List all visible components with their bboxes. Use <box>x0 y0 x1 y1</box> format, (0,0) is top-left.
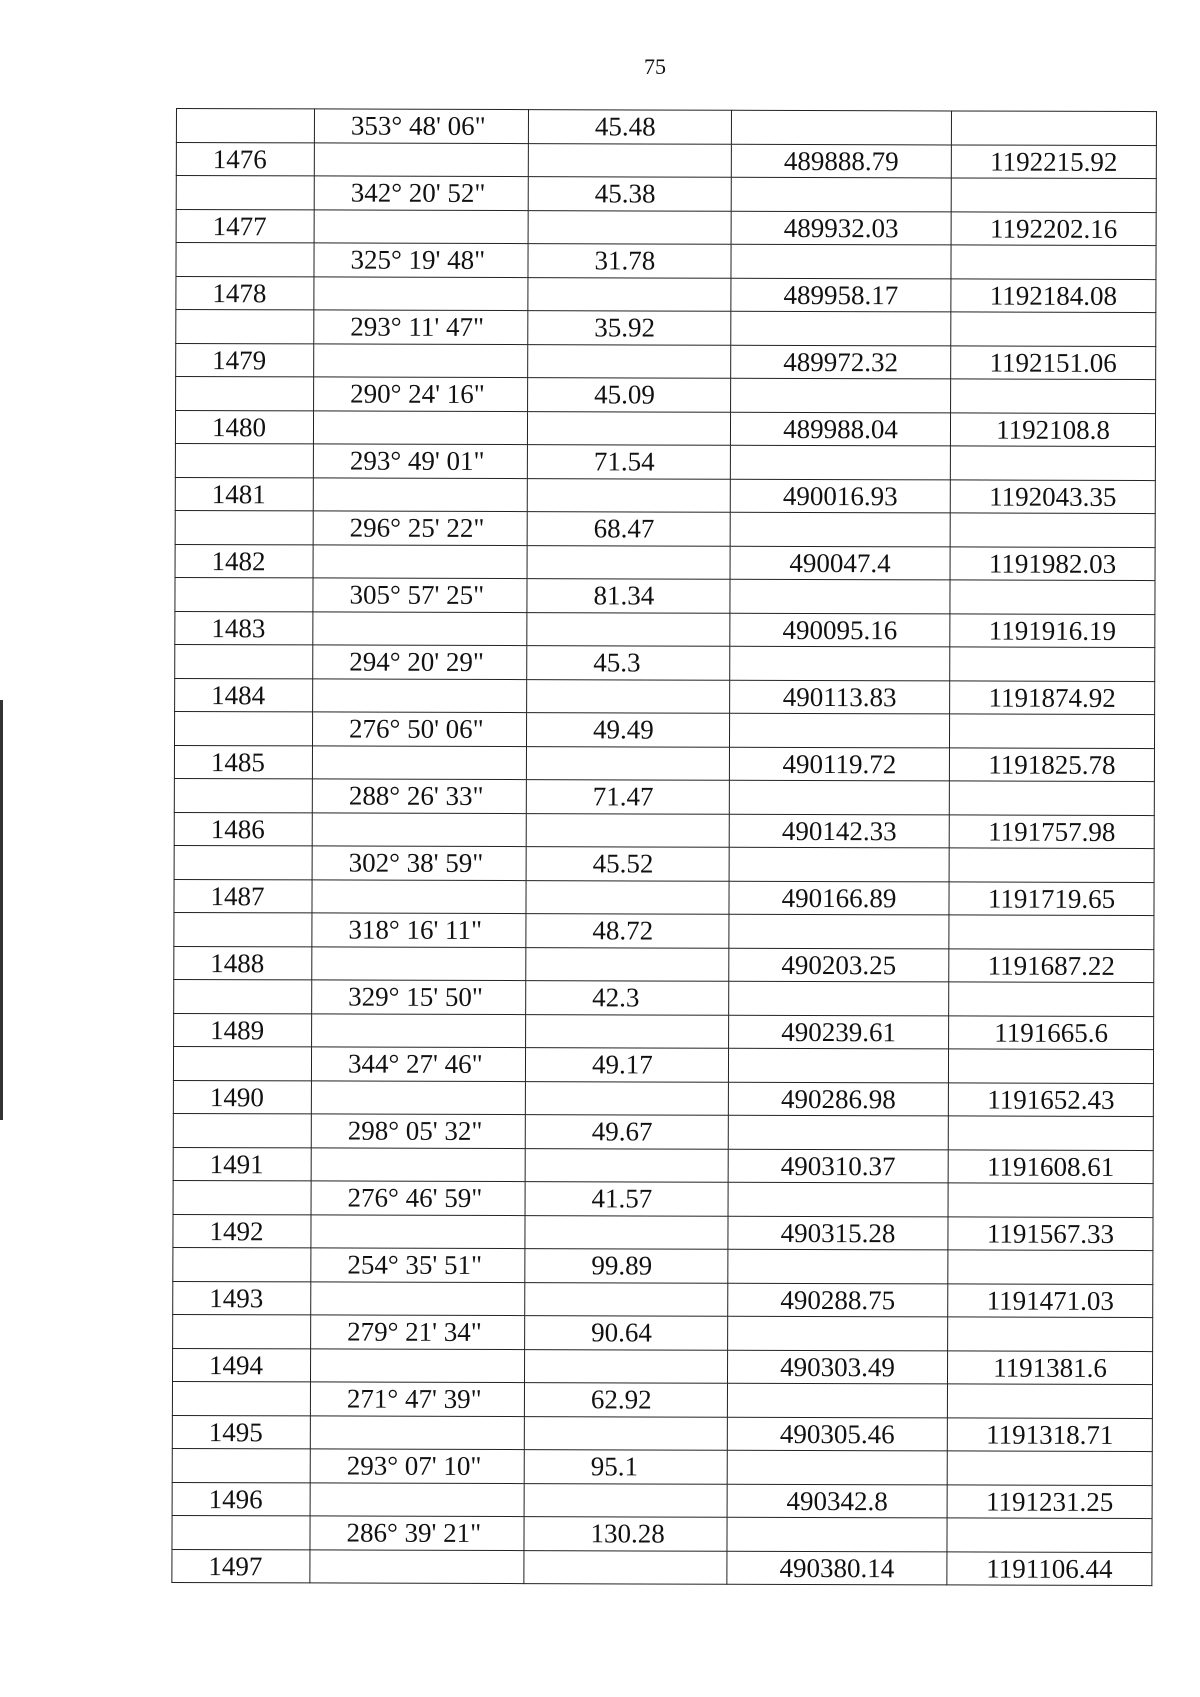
course-row <box>173 1046 1153 1083</box>
station-cell <box>173 1247 311 1281</box>
station-cell: 1487 <box>174 879 312 913</box>
bearing-cell <box>313 477 527 511</box>
easting-cell <box>949 714 1154 748</box>
northing-cell <box>727 1517 947 1551</box>
station-cell <box>176 109 314 143</box>
easting-cell <box>950 580 1155 614</box>
northing-cell: 490119.72 <box>729 747 949 781</box>
easting-cell: 1191982.03 <box>950 546 1155 580</box>
northing-cell <box>730 646 950 680</box>
station-cell <box>173 1180 311 1214</box>
bearing-cell: 342° 20' 52" <box>314 176 528 210</box>
station-cell <box>176 377 314 411</box>
easting-cell: 1191471.03 <box>948 1283 1153 1317</box>
station-cell: 1486 <box>174 812 312 846</box>
bearing-cell: 298° 05' 32" <box>311 1114 525 1148</box>
easting-cell: 1191318.71 <box>947 1417 1152 1451</box>
northing-cell: 490239.61 <box>729 1015 949 1049</box>
distance-cell <box>526 746 729 780</box>
northing-cell: 490113.83 <box>730 680 950 714</box>
easting-cell: 1192043.35 <box>950 479 1155 513</box>
bearing-cell: 302° 38' 59" <box>312 846 526 880</box>
northing-cell: 489932.03 <box>731 211 951 245</box>
easting-cell: 1191652.43 <box>948 1082 1153 1116</box>
easting-cell <box>950 647 1155 681</box>
bearing-cell <box>310 1549 524 1583</box>
station-row <box>173 1080 1153 1117</box>
distance-cell <box>524 1349 727 1383</box>
table-body <box>172 109 1157 1586</box>
easting-cell: 1191608.61 <box>948 1149 1153 1183</box>
northing-cell: 490315.28 <box>728 1216 948 1250</box>
distance-cell <box>525 1148 728 1182</box>
station-cell <box>174 912 312 946</box>
bearing-cell: 254° 35' 51" <box>311 1248 525 1282</box>
station-row <box>174 812 1154 849</box>
bearing-cell: 271° 47' 39" <box>310 1382 524 1416</box>
bearing-cell <box>310 1415 524 1449</box>
course-row <box>176 109 1156 146</box>
easting-cell: 1192108.8 <box>950 412 1155 446</box>
bearing-cell: 288° 26' 33" <box>312 779 526 813</box>
easting-cell <box>948 1116 1153 1150</box>
easting-cell <box>948 1183 1153 1217</box>
distance-cell <box>528 344 731 378</box>
bearing-cell <box>312 879 526 913</box>
bearing-cell: 293° 11' 47" <box>314 310 528 344</box>
northing-cell <box>731 311 951 345</box>
survey-traverse-table <box>171 108 1157 1586</box>
northing-cell: 490203.25 <box>729 948 949 982</box>
distance-cell <box>525 1215 728 1249</box>
northing-cell <box>730 445 950 479</box>
northing-cell: 490142.33 <box>729 814 949 848</box>
station-cell <box>172 1515 310 1549</box>
easting-cell: 1191567.33 <box>948 1216 1153 1250</box>
station-row <box>173 1147 1153 1184</box>
station-cell: 1479 <box>176 343 314 377</box>
distance-cell <box>527 679 730 713</box>
course-row <box>176 377 1156 414</box>
northing-cell: 490303.49 <box>727 1350 947 1384</box>
bearing-cell <box>312 1013 526 1047</box>
course-row <box>173 1180 1153 1217</box>
northing-cell <box>728 1249 948 1283</box>
bearing-cell: 305° 57' 25" <box>313 578 527 612</box>
distance-cell: 71.47 <box>526 780 729 814</box>
bearing-cell <box>314 343 528 377</box>
station-row <box>176 343 1156 380</box>
bearing-cell <box>311 1080 525 1114</box>
bearing-cell <box>312 946 526 980</box>
easting-cell <box>951 379 1156 413</box>
northing-cell <box>730 512 950 546</box>
distance-cell <box>525 1282 728 1316</box>
easting-cell: 1191916.19 <box>950 613 1155 647</box>
station-cell: 1496 <box>172 1482 310 1516</box>
distance-cell: 62.92 <box>524 1383 727 1417</box>
easting-cell: 1191231.25 <box>947 1484 1152 1518</box>
distance-cell: 45.38 <box>528 177 731 211</box>
course-row <box>174 845 1154 882</box>
distance-cell: 45.09 <box>528 378 731 412</box>
course-row <box>172 1448 1152 1485</box>
easting-cell <box>947 1384 1152 1418</box>
station-row <box>174 1013 1154 1050</box>
distance-cell: 35.92 <box>528 311 731 345</box>
station-cell <box>175 644 313 678</box>
station-row <box>173 1214 1153 1251</box>
distance-cell: 95.1 <box>524 1450 727 1484</box>
course-row <box>176 310 1156 347</box>
distance-cell <box>527 612 730 646</box>
station-cell <box>172 1448 310 1482</box>
easting-cell: 1191719.65 <box>949 881 1154 915</box>
easting-cell <box>951 312 1156 346</box>
distance-cell <box>527 545 730 579</box>
easting-cell <box>950 446 1155 480</box>
bearing-cell <box>314 209 528 243</box>
station-cell <box>174 711 312 745</box>
distance-cell <box>527 478 730 512</box>
northing-cell <box>729 914 949 948</box>
northing-cell <box>731 378 951 412</box>
northing-cell <box>728 1048 948 1082</box>
northing-cell <box>731 177 951 211</box>
bearing-cell <box>314 142 528 176</box>
easting-cell <box>947 1518 1152 1552</box>
distance-cell: 48.72 <box>526 914 729 948</box>
station-row <box>174 946 1154 983</box>
station-cell <box>173 1046 311 1080</box>
station-cell <box>173 1113 311 1147</box>
bearing-cell: 290° 24' 16" <box>314 377 528 411</box>
bearing-cell <box>311 1147 525 1181</box>
northing-cell <box>730 579 950 613</box>
station-row <box>176 209 1156 246</box>
station-cell <box>173 1314 311 1348</box>
station-cell: 1485 <box>174 745 312 779</box>
northing-cell: 489988.04 <box>730 412 950 446</box>
station-cell: 1490 <box>173 1080 311 1114</box>
northing-cell <box>727 1383 947 1417</box>
bearing-cell: 344° 27' 46" <box>311 1047 525 1081</box>
station-cell: 1478 <box>176 276 314 310</box>
course-row <box>175 443 1155 480</box>
station-row <box>174 879 1154 916</box>
easting-cell <box>948 1317 1153 1351</box>
station-row <box>174 745 1154 782</box>
course-row <box>173 1113 1153 1150</box>
station-cell <box>175 443 313 477</box>
bearing-cell: 294° 20' 29" <box>313 645 527 679</box>
station-cell: 1497 <box>172 1549 310 1583</box>
station-cell: 1484 <box>175 678 313 712</box>
bearing-cell: 329° 15' 50" <box>312 980 526 1014</box>
northing-cell <box>729 780 949 814</box>
easting-cell <box>951 178 1156 212</box>
bearing-cell <box>312 812 526 846</box>
distance-cell: 130.28 <box>524 1517 727 1551</box>
station-cell: 1493 <box>173 1281 311 1315</box>
station-row <box>176 276 1156 313</box>
station-row <box>172 1348 1152 1385</box>
station-row <box>175 477 1155 514</box>
easting-cell: 1192202.16 <box>951 211 1156 245</box>
course-row <box>175 577 1155 614</box>
bearing-cell: 296° 25' 22" <box>313 511 527 545</box>
northing-cell: 490047.4 <box>730 546 950 580</box>
distance-cell <box>526 880 729 914</box>
northing-cell <box>729 713 949 747</box>
easting-cell: 1192215.92 <box>951 144 1156 178</box>
station-cell <box>172 1381 310 1415</box>
distance-cell: 41.57 <box>525 1182 728 1216</box>
northing-cell <box>729 847 949 881</box>
distance-cell <box>526 813 729 847</box>
bearing-cell <box>313 611 527 645</box>
course-row <box>176 176 1156 213</box>
easting-cell <box>949 848 1154 882</box>
easting-cell: 1191874.92 <box>950 680 1155 714</box>
northing-cell <box>728 1316 948 1350</box>
distance-cell: 45.52 <box>526 847 729 881</box>
distance-cell: 49.49 <box>526 713 729 747</box>
page-number: 75 <box>644 54 666 79</box>
northing-cell: 490342.8 <box>727 1484 947 1518</box>
bearing-cell <box>313 410 527 444</box>
station-cell <box>174 845 312 879</box>
bearing-cell <box>312 745 526 779</box>
station-cell: 1492 <box>173 1214 311 1248</box>
station-row <box>176 142 1156 179</box>
station-cell <box>176 176 314 210</box>
easting-cell: 1191687.22 <box>949 948 1154 982</box>
easting-cell <box>951 245 1156 279</box>
easting-cell: 1191106.44 <box>947 1551 1152 1585</box>
easting-cell: 1192184.08 <box>951 278 1156 312</box>
station-cell: 1482 <box>175 544 313 578</box>
station-cell <box>174 778 312 812</box>
station-row <box>175 410 1155 447</box>
bearing-cell: 276° 46' 59" <box>311 1181 525 1215</box>
station-cell: 1476 <box>176 142 314 176</box>
easting-cell: 1191381.6 <box>947 1350 1152 1384</box>
bearing-cell <box>313 544 527 578</box>
northing-cell <box>727 1450 947 1484</box>
bearing-cell: 318° 16' 11" <box>312 913 526 947</box>
distance-cell: 81.34 <box>527 579 730 613</box>
course-row <box>176 243 1156 280</box>
bearing-cell: 293° 49' 01" <box>313 444 527 478</box>
northing-cell: 490380.14 <box>727 1551 947 1585</box>
bearing-cell: 293° 07' 10" <box>310 1449 524 1483</box>
course-row <box>172 1515 1152 1552</box>
course-row <box>175 510 1155 547</box>
easting-cell <box>950 513 1155 547</box>
station-cell: 1477 <box>176 209 314 243</box>
bearing-cell <box>310 1482 524 1516</box>
station-row <box>172 1482 1152 1519</box>
northing-cell <box>728 1115 948 1149</box>
northing-cell: 490016.93 <box>730 479 950 513</box>
station-row <box>172 1549 1152 1586</box>
distance-cell: 68.47 <box>527 512 730 546</box>
distance-cell <box>528 210 731 244</box>
easting-cell <box>949 781 1154 815</box>
easting-cell: 1192151.06 <box>951 345 1156 379</box>
bearing-cell <box>310 1348 524 1382</box>
distance-cell: 71.54 <box>527 445 730 479</box>
station-cell: 1491 <box>173 1147 311 1181</box>
course-row <box>175 644 1155 681</box>
course-row <box>174 778 1154 815</box>
northing-cell <box>731 110 951 144</box>
distance-cell <box>525 1081 728 1115</box>
course-row <box>174 711 1154 748</box>
station-row <box>172 1415 1152 1452</box>
station-cell: 1489 <box>174 1013 312 1047</box>
bearing-cell: 279° 21' 34" <box>311 1315 525 1349</box>
station-row <box>175 678 1155 715</box>
easting-cell <box>951 111 1156 145</box>
distance-cell <box>528 143 731 177</box>
northing-cell: 489972.32 <box>731 345 951 379</box>
station-cell: 1495 <box>172 1415 310 1449</box>
easting-cell: 1191757.98 <box>949 814 1154 848</box>
easting-cell <box>949 915 1154 949</box>
easting-cell <box>947 1451 1152 1485</box>
station-cell: 1494 <box>172 1348 310 1382</box>
distance-cell <box>528 277 731 311</box>
northing-cell: 490310.37 <box>728 1149 948 1183</box>
easting-cell: 1191825.78 <box>949 747 1154 781</box>
northing-cell <box>728 1182 948 1216</box>
bearing-cell <box>311 1214 525 1248</box>
northing-cell: 490288.75 <box>728 1283 948 1317</box>
northing-cell: 489888.79 <box>731 144 951 178</box>
bearing-cell <box>313 678 527 712</box>
easting-cell <box>948 1250 1153 1284</box>
bearing-cell: 286° 39' 21" <box>310 1516 524 1550</box>
station-cell: 1480 <box>175 410 313 444</box>
distance-cell <box>524 1483 727 1517</box>
station-cell: 1488 <box>174 946 312 980</box>
distance-cell: 49.67 <box>525 1115 728 1149</box>
station-row <box>175 544 1155 581</box>
distance-cell <box>526 1014 729 1048</box>
course-row <box>173 1314 1153 1351</box>
station-cell <box>175 577 313 611</box>
distance-cell: 45.48 <box>528 110 731 144</box>
course-row <box>174 979 1154 1016</box>
bearing-cell: 353° 48' 06" <box>314 109 528 143</box>
station-cell: 1483 <box>175 611 313 645</box>
station-row <box>173 1281 1153 1318</box>
distance-cell <box>526 947 729 981</box>
course-row <box>172 1381 1152 1418</box>
station-cell <box>174 979 312 1013</box>
station-cell: 1481 <box>175 477 313 511</box>
distance-cell: 90.64 <box>525 1316 728 1350</box>
easting-cell <box>949 982 1154 1016</box>
bearing-cell <box>314 276 528 310</box>
easting-cell: 1191665.6 <box>949 1015 1154 1049</box>
distance-cell: 99.89 <box>525 1249 728 1283</box>
bearing-cell <box>311 1281 525 1315</box>
northing-cell: 490095.16 <box>730 613 950 647</box>
northing-cell <box>729 981 949 1015</box>
station-cell <box>175 510 313 544</box>
station-cell <box>176 243 314 277</box>
distance-cell <box>524 1416 727 1450</box>
distance-cell <box>524 1550 727 1584</box>
scan-edge-mark <box>0 700 3 1120</box>
northing-cell: 490305.46 <box>727 1417 947 1451</box>
distance-cell <box>527 411 730 445</box>
course-row <box>174 912 1154 949</box>
station-row <box>175 611 1155 648</box>
distance-cell: 42.3 <box>526 981 729 1015</box>
bearing-cell: 276° 50' 06" <box>312 712 526 746</box>
northing-cell: 489958.17 <box>731 278 951 312</box>
northing-cell <box>731 244 951 278</box>
easting-cell <box>948 1049 1153 1083</box>
station-cell <box>176 310 314 344</box>
distance-cell: 49.17 <box>525 1048 728 1082</box>
bearing-cell: 325° 19' 48" <box>314 243 528 277</box>
course-row <box>173 1247 1153 1284</box>
northing-cell: 490286.98 <box>728 1082 948 1116</box>
distance-cell: 31.78 <box>528 244 731 278</box>
distance-cell: 45.3 <box>527 646 730 680</box>
northing-cell: 490166.89 <box>729 881 949 915</box>
